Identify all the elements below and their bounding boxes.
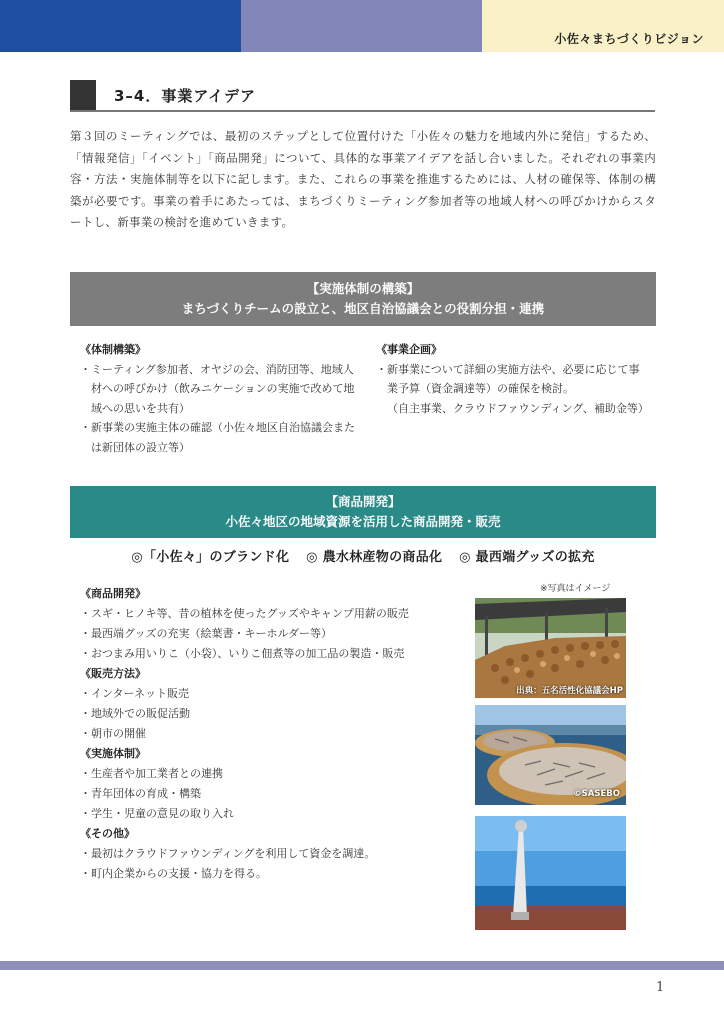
photo-credit: 出典：五名活性化協議会HP	[516, 686, 623, 696]
list-item: ・青年団体の育成・構築	[80, 787, 201, 800]
product-banner-line1: 【商品開発】	[325, 494, 401, 509]
intro-paragraph: 第３回のミーティングでは、最初のステップとして位置付けた「小佐々の魅力を地域内外に発信」するため、「情報発信」「イベント」「商品開発」について、具体的な事業アイデアを話し合いました。それぞれの事業内容・方法・実施体制等を以下に記します。また、これらの事業を推進するためには、人材の確保等、体制の構築が必要です。事業の着手にあたっては、まちづくりミーティング参加者等の地域人材への呼びかけからスタートし、新事業の検討を進めていきます。	[70, 129, 656, 230]
list-item: ・学生・児童の意見の取り入れ	[80, 807, 234, 820]
dried-fish-photo	[475, 705, 626, 805]
section-heading-text: 3–4．事業アイデア	[114, 87, 257, 105]
list-item: ・新事業の実施主体の確認（小佐々地区自治協議会または新団体の設立等）	[80, 421, 355, 454]
list-item: ・インターネット販売	[80, 687, 190, 700]
theme-item: ◎ 最西端グッズの拡充	[459, 550, 595, 565]
band-cream-segment	[482, 0, 724, 52]
list-item: ・生産者や加工業者との連携	[80, 767, 223, 780]
photo-credit: ©SASEBO	[573, 789, 620, 799]
list-item: ・朝市の開催	[80, 727, 146, 740]
list-item: ・新事業について詳細の実施方法や、必要に応じて事業予算（資金調達等）の確保を検討。	[376, 362, 640, 395]
page-number: 1	[656, 980, 665, 995]
group-title: 《販売方法》	[80, 667, 146, 680]
photo-note: ※写真はイメージ	[540, 584, 611, 594]
band-blue-segment	[0, 0, 241, 52]
theme-item: ◎「小佐々」のブランド化	[131, 550, 290, 565]
group-title: 《その他》	[80, 827, 135, 840]
structure-banner	[70, 272, 656, 326]
list-item: ・町内企業からの支援・協力を得る。	[80, 867, 267, 880]
product-banner	[70, 486, 656, 538]
product-banner-line2: 小佐々地区の地域資源を活用した商品開発・販売	[225, 514, 501, 529]
list-item: ・ミーティング参加者、オヤジの会、消防団等、地域人材への呼びかけ（飲みニケーションの実施で改めて地域への思いを共有）	[80, 362, 355, 415]
structure-left-title: 《体制構築》	[80, 343, 146, 356]
list-item: ・最西端グッズの充実（絵葉書・キーホルダー等）	[80, 627, 333, 640]
westernmost-monument-photo	[475, 816, 626, 930]
list-item: ・地域外での販促活動	[80, 707, 190, 720]
structure-right-column	[376, 340, 649, 418]
group-title: 《商品開発》	[80, 587, 146, 600]
band-lavender-segment	[241, 0, 482, 52]
product-list	[80, 584, 440, 884]
list-item: ・最初はクラウドファウンディングを利用して資金を調達。	[80, 847, 376, 860]
structure-banner-line1: 【実施体制の構築】	[306, 281, 420, 296]
document-title: 小佐々まちづくりビジョン	[554, 32, 704, 46]
structure-left-column	[80, 340, 358, 457]
list-item: ・スギ・ヒノキ等、昔の植林を使ったグッズやキャンプ用薪の販売	[80, 607, 409, 620]
firewood-photo	[475, 598, 626, 698]
monument-photo-image	[475, 816, 626, 930]
bottom-color-band	[0, 961, 724, 970]
structure-right-title: 《事業企画》	[376, 343, 442, 356]
structure-banner-line2: まちづくりチームの設立と、地区自治協議会との役割分担・連携	[181, 301, 545, 316]
product-themes	[70, 546, 656, 565]
group-title: 《実施体制》	[80, 747, 146, 760]
heading-square-icon	[70, 80, 96, 110]
firewood-photo-image	[475, 598, 626, 698]
list-item: ・おつまみ用いりこ（小袋）、いりこ佃煮等の加工品の製造・販売	[80, 647, 405, 660]
top-color-band	[0, 0, 724, 52]
structure-right-note: （自主事業、クラウドファウンディング、補助金等）	[387, 401, 649, 415]
theme-item: ◎ 農水林産物の商品化	[306, 550, 443, 565]
section-heading	[70, 80, 655, 112]
